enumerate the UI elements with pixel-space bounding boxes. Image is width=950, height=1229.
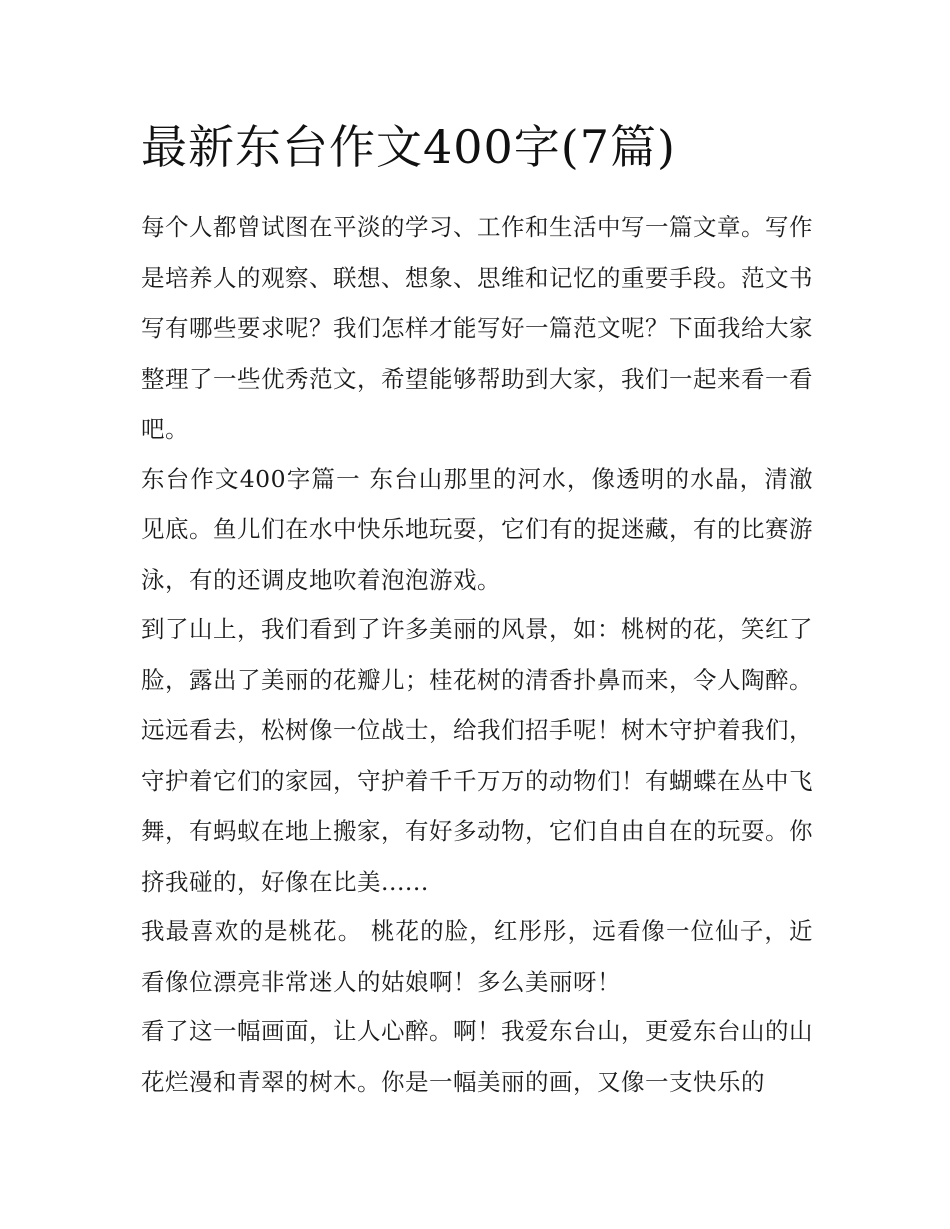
- paragraph-mountain-scenery: 到了山上，我们看到了许多美丽的风景，如：桃树的花，笑红了脸，露出了美丽的花瓣儿；桂花树的清香扑鼻而来，令人陶醉。远远看去，松树像一位战士，给我们招手呢！树木守护着我们，守护着它们的家园，守护着千千万万的动物们！有蝴蝶在丛中飞舞，有蚂蚁在地上搬家，有好多动物，它们自由自在的玩耍。你挤我碰的，好像在比美......: [141, 615, 813, 896]
- paragraph-intro: 每个人都曾试图在平淡的学习、工作和生活中写一篇文章。写作是培养人的观察、联想、想象、思维和记忆的重要手段。范文书写有哪些要求呢？我们怎样才能写好一篇范文呢？下面我给大家整理了一些优秀范文，希望能够帮助到大家，我们一起来看一看吧。: [141, 213, 813, 443]
- paragraph-river: 东台作文400字篇一 东台山那里的河水，像透明的水晶，清澈见底。鱼儿们在水中快乐地玩耍，它们有的捉迷藏，有的比赛游泳，有的还调皮地吹着泡泡游戏。: [141, 464, 813, 594]
- document-title: 最新东台作文400字(7篇): [141, 120, 676, 174]
- paragraph-closing: 看了这一幅画面，让人心醉。啊！我爱东台山，更爱东台山的山花烂漫和青翠的树木。你是一幅美丽的画，又像一支快乐的: [141, 1017, 813, 1096]
- document-body: [141, 118, 813, 1106]
- paragraph-peach-blossom: 我最喜欢的是桃花。 桃花的脸，红彤彤，远看像一位仙子，近看像位漂亮非常迷人的姑娘啊！多么美丽呀！: [141, 917, 813, 996]
